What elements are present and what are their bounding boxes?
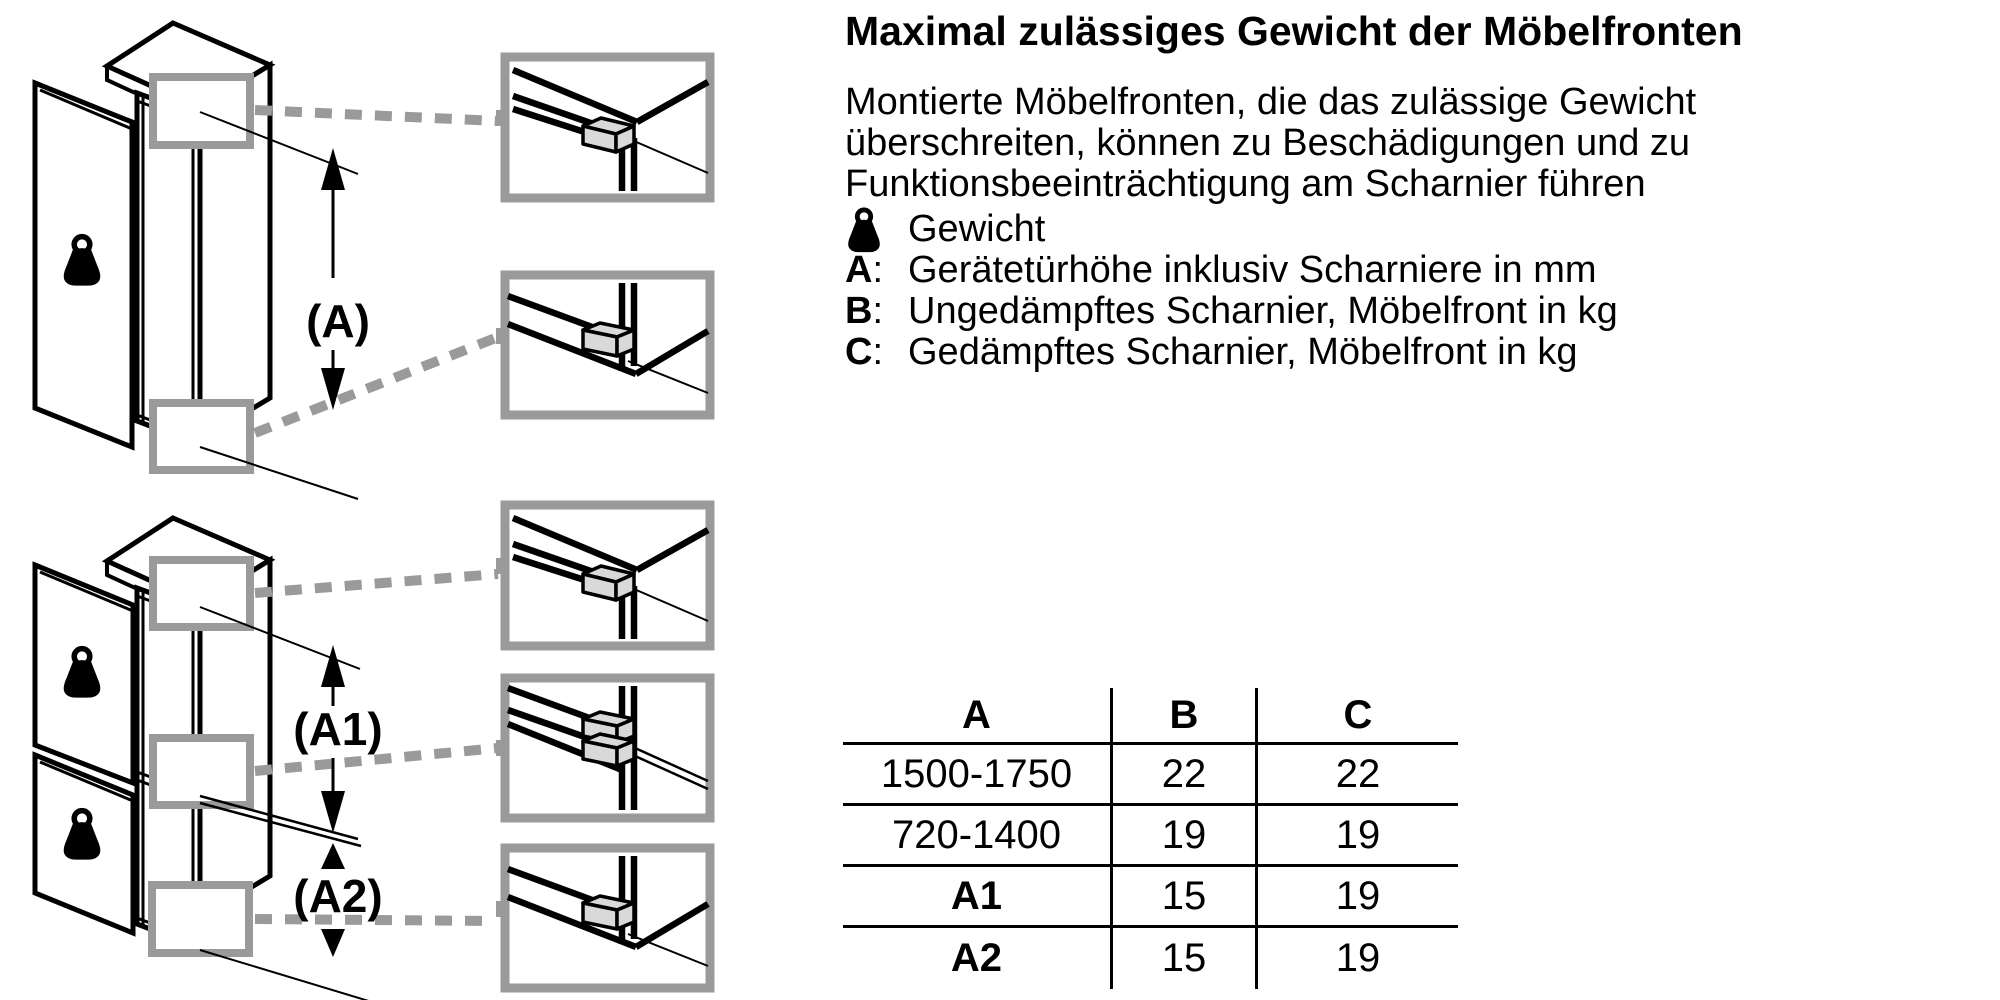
- table-cell-a: A2: [843, 928, 1113, 989]
- detail-box-top-hinge-2: [496, 505, 710, 646]
- furniture-front-panel-lower: [35, 755, 133, 933]
- table-cell-a: 1500-1750: [843, 745, 1113, 806]
- table-cell-b: 22: [1113, 745, 1258, 806]
- legend-row-a: [845, 250, 1618, 291]
- furniture-front-panel-upper: [35, 565, 133, 783]
- page-title: Maximal zulässiges Gewicht der Möbelfronten: [845, 8, 1743, 54]
- intro-paragraph: Montierte Möbelfronten, die das zulässige Gewicht überschreiten, können zu Beschädigungen und zu Funktionsbeeinträchtigung am Scharnier führen: [845, 81, 1697, 205]
- callout-top-hinge: [153, 560, 250, 627]
- table-cell-c: 22: [1258, 745, 1458, 806]
- callout-top-hinge: [153, 77, 250, 145]
- legend-row-weight: [845, 209, 1618, 250]
- table-header-b: B: [1113, 688, 1258, 745]
- double-door-figure: [35, 518, 498, 1000]
- detail-box-bottom-hinge-2: [496, 848, 710, 988]
- single-door-figure: [35, 23, 498, 499]
- dimension-label-a1: (A1): [293, 703, 383, 755]
- detail-box-bottom-hinge: [496, 275, 710, 415]
- legend-text: Ungedämpftes Scharnier, Möbelfront in kg: [908, 290, 1618, 332]
- installation-diagram: [0, 0, 740, 1000]
- table-cell-c: 19: [1335, 936, 1381, 980]
- legend-text: Gedämpftes Scharnier, Möbelfront in kg: [908, 331, 1578, 373]
- weights-table: [843, 688, 1458, 989]
- dimension-label-a: (A): [306, 295, 370, 347]
- detail-box-middle-hinge: [496, 678, 710, 818]
- furniture-front-panel: [35, 83, 132, 447]
- legend-weight-label: Gewicht: [908, 208, 1046, 250]
- table-cell-b: 19: [1113, 806, 1258, 867]
- legend-key: C:: [845, 331, 884, 373]
- table-cell-c: 19: [1258, 806, 1458, 867]
- legend-row-b: [845, 291, 1618, 332]
- callout-bottom-hinge: [153, 403, 250, 470]
- weight-icon: [845, 209, 908, 250]
- leader-dashed: [255, 574, 498, 593]
- callout-bottom-hinge: [152, 885, 249, 953]
- table-cell-a: 720-1400: [843, 806, 1113, 867]
- legend: [845, 209, 1618, 373]
- table-header-a: A: [843, 688, 1113, 745]
- callout-middle-hinge: [153, 738, 250, 805]
- table-header-c: C: [1258, 688, 1458, 745]
- legend-row-c: [845, 332, 1618, 373]
- detail-box-top-hinge: [496, 57, 710, 198]
- legend-key: A:: [845, 249, 884, 291]
- legend-text: Gerätetürhöhe inklusiv Scharniere in mm: [908, 249, 1597, 291]
- table-cell-c: 19: [1258, 867, 1458, 928]
- table-cell-a: A1: [843, 867, 1113, 928]
- table-cell-b: 15: [1113, 928, 1258, 989]
- legend-key: B:: [845, 290, 884, 332]
- leader-dashed: [255, 337, 498, 433]
- table-cell-b: 15: [1113, 867, 1258, 928]
- leader-dashed: [255, 110, 498, 121]
- dimension-label-a2: (A2): [293, 870, 383, 922]
